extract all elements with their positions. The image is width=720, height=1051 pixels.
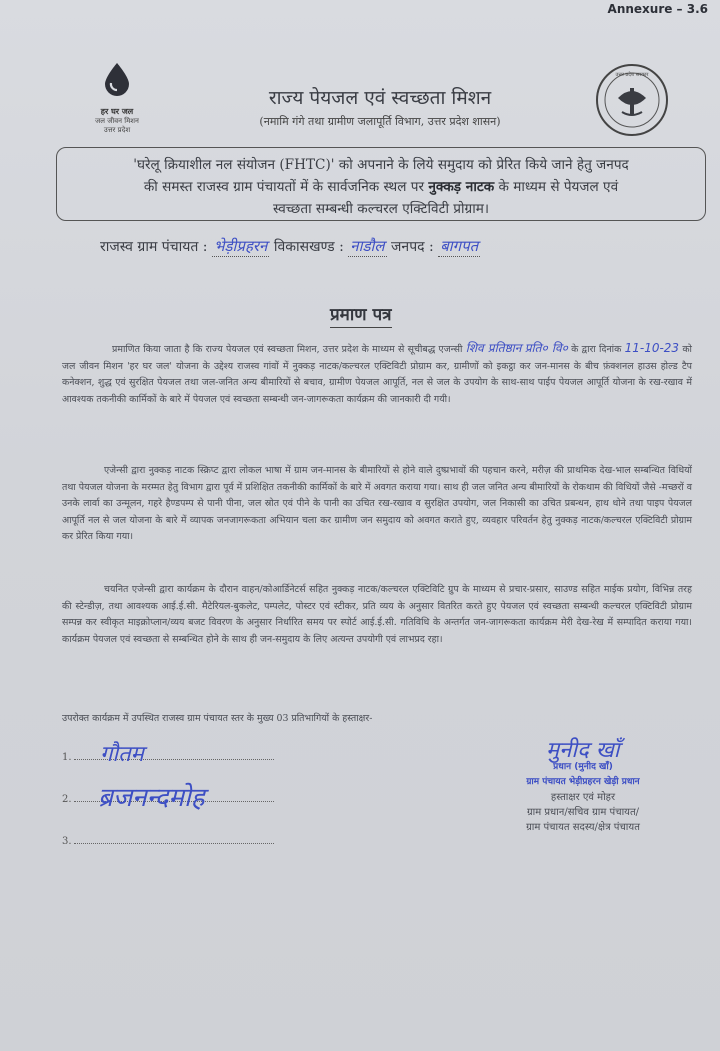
program-description-box (56, 147, 706, 221)
participant-num-2: 2. (62, 794, 72, 805)
program-line2b: नुक्कड़ नाटक (428, 179, 495, 195)
block-value: नाडौल (350, 237, 385, 255)
pradhan-office-stamp: ग्राम पंचायत भेड़ीप्रहरन खेड़ी प्रधान (526, 777, 640, 787)
location-row (100, 236, 700, 257)
participant-signature-1: गौतम (100, 742, 144, 767)
paragraph-1 (62, 340, 692, 408)
har-ghar-jal-logo (82, 62, 152, 135)
para1-text-a: प्रमाणित किया जाता है कि राज्य पेयजल एवं स्वच्छता मिशन, उत्तर प्रदेश के माध्यम से सूचीबद्ध एजन्सी (112, 344, 466, 355)
agency-name: शिव प्रतिष्ठान (465, 341, 522, 355)
certificate-title: प्रमाण पत्र (330, 302, 392, 328)
signatory-role-line1: ग्राम प्रधान/सचिव ग्राम पंचायत/ (526, 807, 640, 818)
logo-line3: उत्तर प्रदेश (103, 126, 131, 134)
district-label: जनपद : (391, 239, 434, 255)
agency-name-2: प्रति० वि० (524, 341, 568, 355)
district-value: बागपत (440, 237, 479, 255)
para1-text-c: के द्वारा दिनांक (567, 344, 625, 355)
program-line2c: के माध्यम से पेयजल एवं (494, 179, 619, 195)
block-label: विकासखण्ड : (273, 239, 344, 255)
annexure-label: Annexure – 3.6 (607, 2, 708, 16)
participant-num-3: 3. (62, 836, 72, 847)
logo-line2: जल जीवन मिशन (95, 117, 139, 125)
pradhan-signature-block (478, 760, 688, 835)
water-drop-icon (102, 62, 132, 96)
seal-text: उत्तर प्रदेश सरकार (615, 72, 649, 78)
program-line3: स्वच्छता सम्बन्धी कल्चरल एक्टिविटी प्रोग्राम। (272, 201, 490, 217)
para1-text-d: को जल जीवन मिशन 'हर घर जल' योजना के उद्देश्य राजस्व गांवों में नुक्कड़ नाटक/कल्चरल एक्टिविटी प्रोग्राम कर, ग्रामीणों को इकट्ठा कर जन-मानस के बीच फ़ंक्शनल हाउस होल्ड टैप कनेक्शन, शुद्ध एवं सुरक्षित पेयजल तथा जल-जनित अन्य बीमारियों से बचाव, ग्रामीण पेयजल आपूर्ति, नल से जल के उपयोग के साथ-साथ पाईप पेयजल आपूर्ति योजना के रख-रखाव में आवश्यक तकनीकी कार्मिकों के बारे में पेयजल एवं स्वच्छता सम्बन्धी जन-जागरूकता कार्यक्रम की जानकारी दी गयी। (62, 344, 692, 405)
participant-line-3 (62, 836, 274, 847)
gp-label: राजस्व ग्राम पंचायत : (100, 239, 208, 255)
paragraph-2: एजेन्सी द्वारा नुक्कड़ नाटक स्क्रिप्ट द्वारा लोकल भाषा में ग्राम जन-मानस के बीमारियों से होने वाले दुष्प्रभावों की पहचान करने, मरीज़ की प्राथमिक देख-भाल सम्बन्धित विधियों तथा पेयजल योजना के मरम्मत हेतु विभाग द्वारा पूर्व में प्रशिक्षित तकनीकी कार्मिकों के बारे में अवगत कराया गया। साथ ही जल जनित अन्य बीमारियों के रोकथाम की विधियों जैसे -मच्छरों व उनके लार्वा का उन्मूलन, गहरे हैण्डपम्प से पानी पीना, जल स्रोत एवं पीने के पानी का उचित रख-रखाव व सुरक्षित उपयोग, जल निकासी का उचित प्रबन्धन, हाथ धोने तथा पाइप पेयजल आपूर्ति नल से जल योजना के बारे में व्यापक जनजागरूकता अभियान चला कर ग्रामीण जन समुदाय को अवगत कराते हुए, व्यवहार परिवर्तन हेतु नुक्कड़ नाटक/कल्चरल एक्टिविटी प्रोग्राम कर प्रेरित किया गया। (62, 465, 692, 543)
program-line2a: की समस्त राजस्व ग्राम पंचायतों में के सार्वजनिक स्थल पर (143, 179, 429, 195)
gp-value: भेड़ीप्रहरन (213, 237, 268, 255)
paragraph-3: चयनित एजेन्सी द्वारा कार्यक्रम के दौरान वाहन/कोआर्डिनेटर्स सहित नुक्कड़ नाटक/कल्चरल एक्टिविटि ग्रुप के माध्यम से प्रचार-प्रसार, साउण्ड सहित माईक प्रयोग, विभिन्न तरह की स्टेन्डीज़, तथा आवश्यक आई.ई.सी. मैटेरियल-बुकलेट, पम्पलेट, पोस्टर एवं स्टीकर, प्रति व्यय के अनुसार वितरित करते हुए पेयजल एवं स्वच्छता सम्बन्धी कल्चरल एक्टिविटी प्रोग्राम सम्पन्न कर स्वीकृत माइक्रोप्लान/व्यय बजट विवरण के अनुसार निर्धारित समय पर स्पोर्ट आई.ई.सी. गतिविधि के अन्तर्गत जन-जागरूकता कार्यक्रम मेरी देख-रेख में सम्पादित कराया गया। कार्यक्रम पेयजल एवं स्वच्छता से सम्बन्धित होने के साथ ही जन-समुदाय के लिए अत्यन्त उपयोगी एवं लाभप्रद रहा। (62, 584, 692, 645)
pradhan-name-stamp: प्रधान (मुनीद खाँ) (553, 762, 613, 772)
program-date: 11-10-23 (624, 341, 680, 355)
program-line1: 'घरेलू क्रियाशील नल संयोजन (FHTC)' को अपनाने के लिये समुदाय को प्रेरित किये जाने हेतु जनपद (133, 157, 629, 173)
mission-title: राज्य पेयजल एवं स्वच्छता मिशन (268, 87, 492, 109)
participant-num-1: 1. (62, 752, 72, 763)
sign-and-seal-label: हस्ताक्षर एवं मोहर (550, 792, 616, 803)
signatory-role-line2: ग्राम पंचायत सदस्य/क्षेत्र पंचायत (526, 822, 640, 833)
mission-subtitle: (नमामि गंगे तथा ग्रामीण जलापूर्ति विभाग, उत्तर प्रदेश शासन) (259, 115, 501, 128)
pradhan-signature: मुनीद खाँ (546, 738, 620, 763)
participant-signature-2: ब्रजनन्दमोह (98, 783, 205, 813)
attendance-note: उपरोक्त कार्यक्रम में उपस्थित राजस्व ग्राम पंचायत स्तर के मुख्य 03 प्रतिभागियों के हस्ताक्षर- (62, 713, 373, 724)
up-government-seal (594, 62, 670, 138)
logo-line1: हर घर जल (100, 107, 134, 116)
participant-line-1 (62, 752, 274, 763)
